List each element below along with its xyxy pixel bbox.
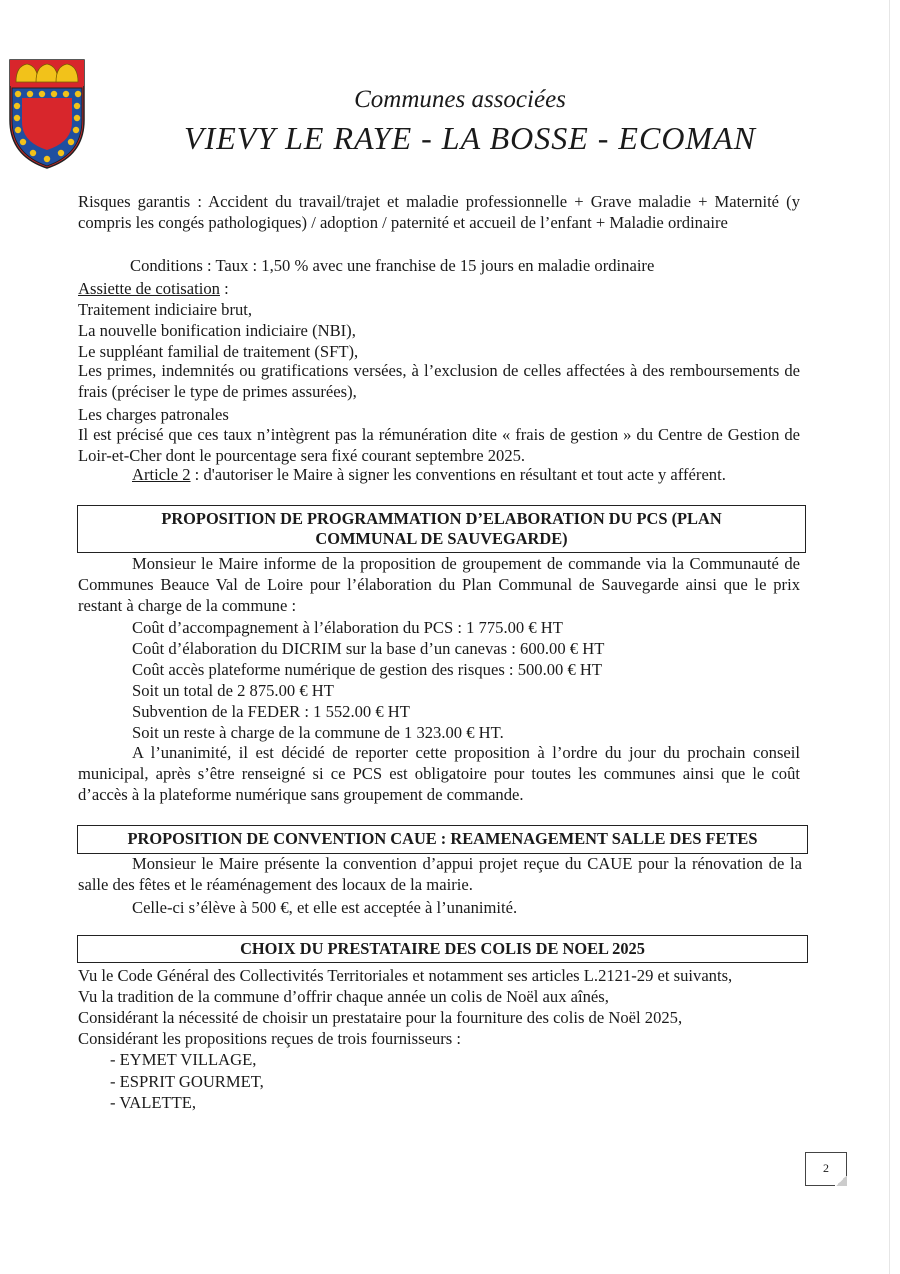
pcs-cost-item: Coût d’accompagnement à l’élaboration du PCS : 1 775.00 € HT [132, 618, 563, 637]
precision-paragraph: Il est précisé que ces taux n’intègrent pas la rémunération dite « frais de gestion » du Centre de Gestion de Loir-et-Cher dont le pourcentage sera fixé courant septembre 2025. [78, 425, 800, 465]
risques-paragraph: Risques garantis : Accident du travail/trajet et maladie professionnelle + Grave maladie + Maternité (y compris les congés pathologiques) / adoption / paternité et accueil de l’enfant + Maladie ordinaire [78, 192, 800, 232]
section-caue-title: PROPOSITION DE CONVENTION CAUE : REAMENAGEMENT SALLE DES FETES [77, 825, 808, 854]
noel-line: Vu la tradition de la commune d’offrir chaque année un colis de Noël aux aînés, [78, 987, 609, 1006]
article-label: Article 2 [132, 465, 191, 484]
page-number: 2 [823, 1161, 829, 1175]
section-pcs-title-line2: COMMUNAL DE SAUVEGARDE) [315, 529, 568, 548]
assiette-item: Les primes, indemnités ou gratifications versées, à l’exclusion de celles affectées à des remboursements de frais (préciser le type de primes assurées), [78, 361, 800, 401]
section-pcs-title-line1: PROPOSITION DE PROGRAMMATION D’ELABORATION DU PCS (PLAN [161, 509, 722, 528]
pcs-cost-item: Coût accès plateforme numérique de gestion des risques : 500.00 € HT [132, 660, 603, 679]
assiette-item: La nouvelle bonification indiciaire (NBI), [78, 321, 356, 340]
pcs-decision-paragraph: A l’unanimité, il est décidé de reporter cette proposition à l’ordre du jour du prochain conseil municipal, après s’être renseigné si ce PCS est obligatoire pour toutes les communes ainsi que le coût d’accès à la plateforme numérique sans groupement de commande. [78, 743, 800, 804]
scan-edge-divider [889, 0, 890, 1274]
pcs-cost-item: Soit un total de 2 875.00 € HT [132, 681, 334, 700]
page-curl-icon [835, 1176, 847, 1186]
assiette-item: Traitement indiciaire brut, [78, 300, 253, 319]
caue-paragraph: Monsieur le Maire présente la convention d’appui projet reçue du CAUE pour la rénovation de la salle des fêtes et le réaménagement des locaux de la mairie. [78, 854, 802, 894]
assiette-label: Assiette de cotisation [78, 279, 220, 298]
supplier-item: - VALETTE, [110, 1093, 197, 1112]
pcs-cost-item: Soit un reste à charge de la commune de 1 323.00 € HT. [132, 723, 504, 742]
noel-line: Vu le Code Général des Collectivités Territoriales et notamment ses articles L.2121-29 et suivants, [78, 966, 733, 985]
noel-line: Considérant les propositions reçues de trois fournisseurs : [78, 1029, 461, 1048]
header-title: VIEVY LE RAYE - LA BOSSE - ECOMAN [184, 120, 756, 156]
supplier-item: - EYMET VILLAGE, [110, 1050, 257, 1069]
noel-line: Considérant la nécessité de choisir un prestataire pour la fourniture des colis de Noël 2025, [78, 1008, 683, 1027]
caue-decision: Celle-ci s’élève à 500 €, et elle est acceptée à l’unanimité. [132, 898, 518, 917]
assiette-heading [78, 278, 800, 299]
assiette-item: Les charges patronales [78, 405, 229, 424]
supplier-item: - ESPRIT GOURMET, [110, 1072, 264, 1091]
section-noel-title: CHOIX DU PRESTATAIRE DES COLIS DE NOEL 2025 [77, 935, 808, 963]
assiette-item: Le suppléant familial de traitement (SFT), [78, 342, 359, 361]
pcs-intro-paragraph: Monsieur le Maire informe de la proposition de groupement de commande via la Communauté de Communes Beauce Val de Loire pour l’élaboration du Plan Communal de Sauvegarde ainsi que le prix restant à charge de la commune : [78, 554, 800, 615]
header-subtitle: Communes associées [354, 86, 566, 113]
article-text: : d'autoriser le Maire à signer les conventions en résultant et tout acte y afférent. [190, 465, 726, 484]
page-number-box [805, 1152, 847, 1186]
article-2-line [78, 464, 800, 485]
pcs-cost-item: Subvention de la FEDER : 1 552.00 € HT [132, 702, 410, 721]
section-pcs-title [77, 505, 806, 553]
conditions-line: Conditions : Taux : 1,50 % avec une franchise de 15 jours en maladie ordinaire [130, 256, 655, 275]
assiette-colon: : [219, 279, 229, 298]
pcs-cost-item: Coût d’élaboration du DICRIM sur la base d’un canevas : 600.00 € HT [132, 639, 605, 658]
